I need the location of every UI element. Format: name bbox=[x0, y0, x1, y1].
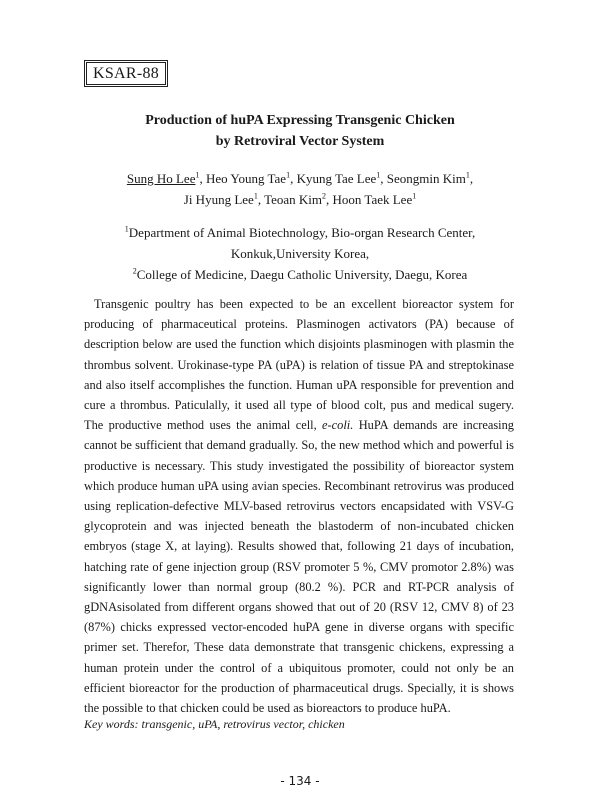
abstract-body: Transgenic poultry has been expected to be an excellent bioreactor system for producing of pharmaceutical proteins. Plasminogen activators (PA) because of description below are used the function which disjoints plasminogen with plasmin the thrombus solvent. Urokinase-type PA (uPA) is relation of tissue PA and streptokinase and also itself accomplishes the function. Human uPA responsible for prevention and cure a thrombus. Paticulally, it used all type of blood colt, pus and medical sugery. The productive method uses the animal cell, e-coli. HuPA demands are increasing cannot be sufficient that demand gradually. So, the new method which and powerful is productive is necessary. This study investigated the possibility of bioreactor system which produce human uPA using avian species. Recombinant retrovirus was produced using replication-defective MLV-based retrovirus vectors encapsidated with VSV-G glycoprotein and was injected beneath the blastoderm of non-incubated chicken embryos (stage X, at laying). Results showed that, following 21 days of incubation, hatching rate of gene injection group (RSV promoter 5 %, CMV promotor 2.8%) was significantly lower than normal group (80.2 %). PCR and RT-PCR analysis of gDNAsisolated from different organs showed that out of 20 (RSV 12, CMV 8) of 23 (87%) chicks expressed vector-encoded huPA gene in diverse organs with specific primer set. Therefor, These data demonstrate that transgenic chickens, expressing a human protein under the control of a ubiquitous promoter, could not only be an efficient bioreactor for the production of pharmaceutical drugs. Specially, it is shows the possible to that chicken could be used as bioreactors to produce huPA. bbox=[84, 297, 515, 716]
author-name: Heo Young Tae bbox=[205, 171, 287, 186]
author-affiliation-mark: 2 bbox=[322, 191, 327, 201]
affiliations bbox=[0, 222, 600, 285]
author-affiliation-mark: 1 bbox=[412, 191, 417, 201]
affiliation-1-line-2: Konkuk,University Korea, bbox=[230, 246, 370, 261]
page-number: - 134 - bbox=[280, 774, 320, 788]
title-line-2: by Retroviral Vector System bbox=[215, 134, 385, 149]
author-list bbox=[0, 168, 600, 210]
author-name: Teoan Kim bbox=[264, 192, 323, 207]
author-affiliation-mark: 1 bbox=[376, 170, 381, 180]
author-name: Sung Ho Lee bbox=[126, 171, 196, 186]
author-name: Kyung Tae Lee bbox=[296, 171, 377, 186]
abstract-code: KSAR-88 bbox=[93, 65, 160, 82]
author-affiliation-mark: 1 bbox=[465, 170, 470, 180]
author-affiliation-mark: 1 bbox=[195, 170, 200, 180]
author-name: Hoon Taek Lee bbox=[332, 192, 413, 207]
author-line-1: Sung Ho Lee$^1$, Heo Young Tae$^1$, Kyung Tae Lee$^1$, Seongmin Kim$^1$, bbox=[126, 170, 474, 186]
abstract-code-box bbox=[84, 60, 168, 87]
author-name: Seongmin Kim bbox=[386, 171, 466, 186]
author-name: Ji Hyung Lee bbox=[183, 192, 254, 207]
affiliation-1-line-1: $^1$Department of Animal Biotechnology, Bio-organ Research Center, bbox=[124, 224, 476, 240]
paper-title bbox=[0, 110, 600, 152]
author-line-2: Ji Hyung Lee$^1$, Teoan Kim$^2$, Hoon Taek Lee$^1$ bbox=[183, 191, 417, 207]
title-line-1: Production of huPA Expressing Transgenic Chicken bbox=[145, 113, 455, 128]
author-affiliation-mark: 1 bbox=[253, 191, 258, 201]
abstract-italic-term: e-coli. bbox=[322, 418, 354, 433]
affiliation-2: $^2$College of Medicine, Daegu Catholic University, Daegu, Korea bbox=[132, 266, 468, 282]
keywords: Key words: transgenic, uPA, retrovirus vector, chicken bbox=[84, 717, 345, 731]
author-affiliation-mark: 1 bbox=[286, 170, 291, 180]
